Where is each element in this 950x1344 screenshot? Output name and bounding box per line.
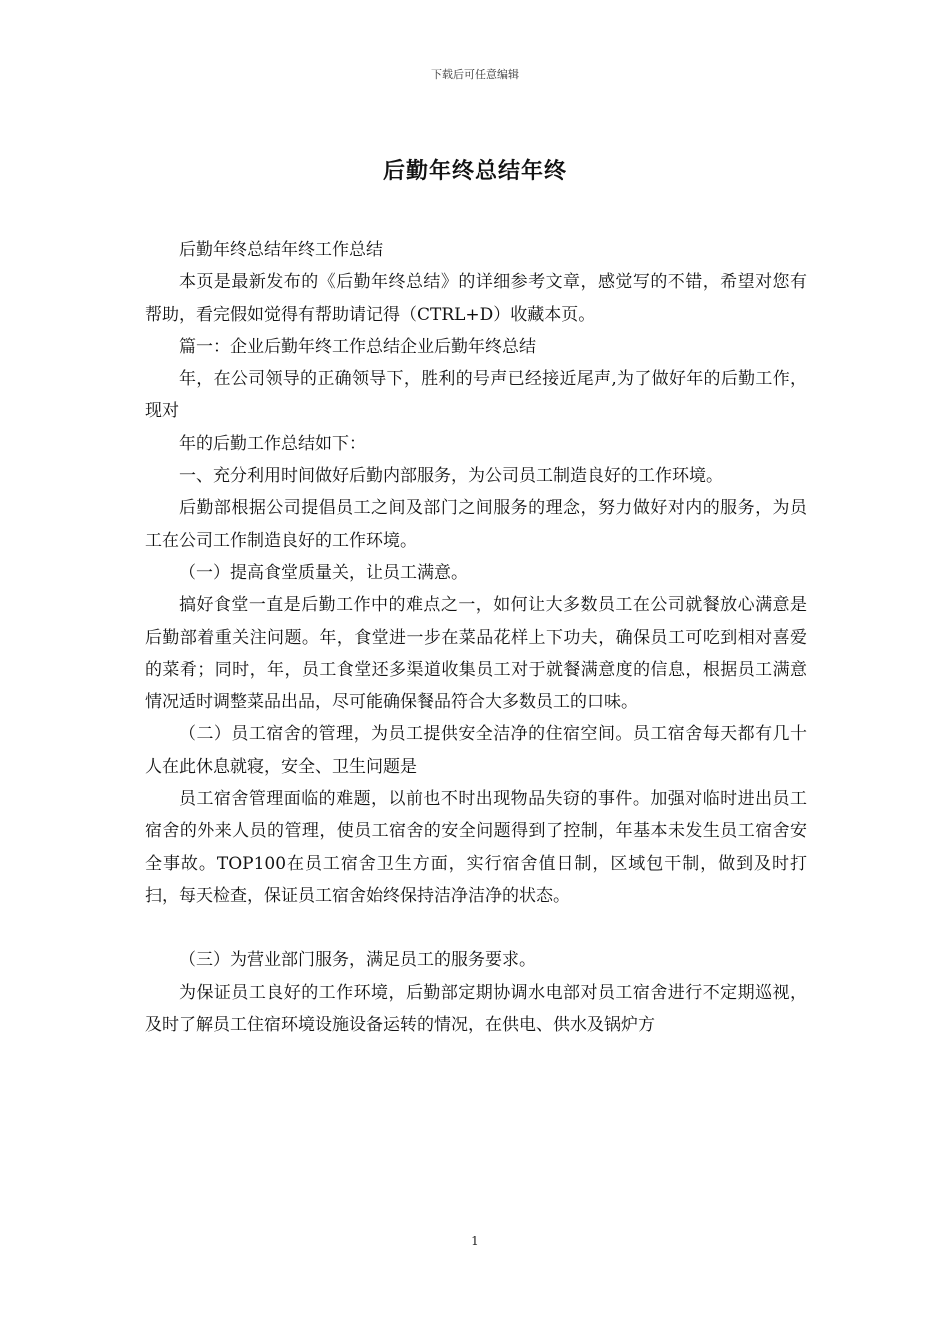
paragraph: （二）员工宿舍的管理，为员工提供安全洁净的住宿空间。员工宿舍每天都有几十人在此休息就寝，安全、卫生问题是 bbox=[145, 724, 807, 777]
page-header-note: 下载后可任意编辑 bbox=[431, 68, 519, 81]
paragraph: 员工宿舍管理面临的难题，以前也不时出现物品失窃的事件。加强对临时进出员工宿舍的外来人员的管理，使员工宿舍的安全问题得到了控制，年基本未发生员工宿舍安全事故。TOP100在员工宿舍卫生方面，实行宿舍值日制，区域包干制，做到及时打扫，每天检查，保证员工宿舍始终保持洁净洁净的状态。 bbox=[145, 789, 807, 906]
paragraph: 为保证员工良好的工作环境，后勤部定期协调水电部对员工宿舍进行不定期巡视，及时了解员工住宿环境设施设备运转的情况，在供电、供水及锅炉方 bbox=[145, 982, 807, 1035]
paragraph: 年的后勤工作总结如下： bbox=[179, 433, 366, 454]
document-title: 后勤年终总结年终 bbox=[382, 159, 567, 184]
paragraph: 后勤部根据公司提倡员工之间及部门之间服务的理念，努力做好对内的服务，为员工在公司工作制造良好的工作环境。 bbox=[145, 498, 807, 551]
paragraph: 本页是最新发布的《后勤年终总结》的详细参考文章，感觉写的不错，希望对您有帮助，看完假如觉得有帮助请记得（CTRL+D）收藏本页。 bbox=[145, 272, 807, 325]
paragraph: （三）为营业部门服务，满足员工的服务要求。 bbox=[179, 950, 536, 971]
document-body bbox=[145, 234, 807, 1041]
paragraph: 篇一：企业后勤年终工作总结企业后勤年终总结 bbox=[179, 336, 536, 357]
paragraph: （一）提高食堂质量关，让员工满意。 bbox=[179, 562, 468, 583]
paragraph: 后勤年终总结年终工作总结 bbox=[179, 240, 383, 260]
paragraph: 一、充分利用时间做好后勤内部服务，为公司员工制造良好的工作环境。 bbox=[179, 466, 723, 487]
paragraph: 搞好食堂一直是后勤工作中的难点之一，如何让大多数员工在公司就餐放心满意是后勤部着重关注问题。年，食堂进一步在菜品花样上下功夫，确保员工可吃到相对喜爱的菜肴；同时，年，员工食堂还多渠道收集员工对于就餐满意度的信息，根据员工满意情况适时调整菜品出品，尽可能确保餐品符合大多数员工的口味。 bbox=[145, 595, 807, 713]
page-number: 1 bbox=[471, 1234, 479, 1248]
paragraph: 年，在公司领导的正确领导下，胜利的号声已经接近尾声,为了做好年的后勤工作，现对 bbox=[145, 369, 807, 422]
